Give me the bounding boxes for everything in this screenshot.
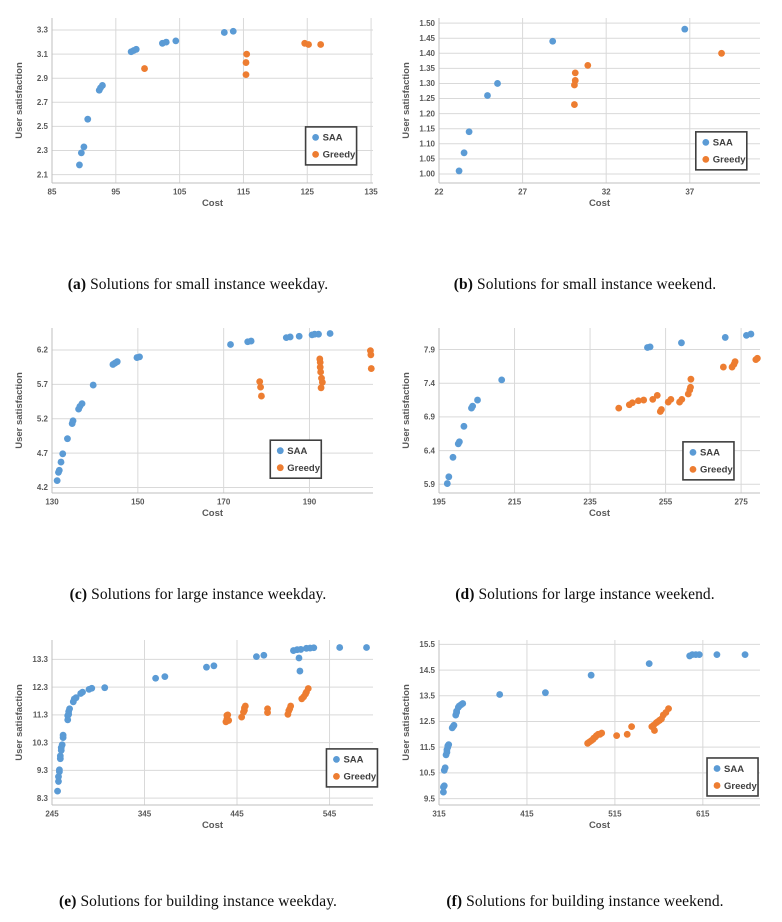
scatter-plot-large-weekend: [401, 320, 769, 526]
y-tick-label: 10.3: [32, 738, 48, 748]
y-tick-label: 1.25: [419, 94, 435, 104]
legend-label-greedy: Greedy: [322, 149, 356, 161]
chart-large-weekday: [14, 320, 382, 526]
y-axis-title: User satisfaction: [14, 372, 25, 449]
data-point-saa: [253, 653, 260, 660]
data-point-saa: [442, 764, 449, 771]
legend-marker-greedy: [333, 773, 340, 780]
legend-label-saa: SAA: [322, 132, 343, 144]
y-tick-label: 1.05: [419, 154, 435, 164]
data-point-greedy: [654, 392, 661, 399]
data-point-greedy: [264, 705, 271, 712]
data-point-saa: [297, 668, 304, 675]
series-greedy: [584, 705, 672, 746]
caption-label-f: (f): [446, 893, 463, 910]
data-point-greedy: [572, 69, 579, 76]
data-point-saa: [84, 116, 91, 123]
data-point-saa: [221, 29, 228, 36]
y-axis-title: User satisfaction: [14, 62, 25, 139]
data-point-saa: [722, 334, 729, 341]
legend: [270, 440, 321, 478]
data-point-saa: [456, 438, 463, 445]
legend: [696, 132, 747, 170]
data-point-saa: [494, 80, 501, 87]
data-point-saa: [227, 341, 234, 348]
legend: [306, 127, 357, 165]
chart-building-weekend: [401, 632, 769, 838]
data-point-saa: [336, 644, 343, 651]
x-tick-label: 115: [236, 187, 250, 197]
y-tick-label: 11.5: [419, 742, 435, 752]
chart-small-weekend: [401, 10, 769, 216]
data-point-greedy: [225, 717, 232, 724]
y-tick-label: 11.3: [32, 710, 48, 720]
x-tick-label: 215: [507, 497, 522, 507]
data-point-greedy: [754, 355, 761, 362]
series-greedy: [141, 40, 324, 78]
data-point-saa: [88, 685, 95, 692]
data-point-saa: [444, 480, 451, 487]
data-point-greedy: [624, 731, 631, 738]
legend-marker-saa: [690, 449, 697, 456]
data-point-saa: [79, 400, 86, 407]
y-axis-title: User satisfaction: [401, 684, 412, 761]
x-tick-label: 315: [432, 809, 446, 819]
data-point-saa: [70, 417, 77, 424]
y-tick-label: 1.30: [419, 79, 435, 89]
data-point-greedy: [367, 351, 374, 358]
data-point-saa: [466, 128, 473, 135]
chart-building-weekday: [14, 632, 382, 838]
gridlines: [52, 328, 373, 493]
y-tick-label: 1.00: [419, 169, 435, 179]
data-point-saa: [315, 331, 322, 338]
caption-building-weekday: [14, 893, 382, 911]
data-point-saa: [133, 46, 140, 53]
data-point-saa: [696, 651, 703, 658]
y-tick-label: 1.35: [419, 64, 435, 74]
data-point-saa: [327, 330, 334, 337]
series-saa: [76, 28, 237, 168]
legend-label-greedy: Greedy: [343, 771, 377, 783]
x-tick-label: 27: [518, 187, 528, 197]
x-axis-title: Cost: [201, 198, 224, 209]
series-greedy: [615, 355, 760, 415]
y-tick-label: 2.5: [36, 122, 48, 132]
chart-large-weekend: [401, 320, 769, 526]
data-point-saa: [296, 333, 303, 340]
data-point-greedy: [257, 384, 264, 391]
scatter-plot-large-weekday: [14, 320, 382, 526]
y-tick-label: 6.4: [423, 446, 435, 456]
legend-marker-saa: [702, 139, 709, 146]
data-point-greedy: [318, 384, 325, 391]
data-point-saa: [459, 700, 466, 707]
legend-label-greedy: Greedy: [724, 780, 757, 792]
y-tick-label: 12.3: [32, 682, 48, 692]
legend-label-greedy: Greedy: [699, 464, 733, 476]
scatter-plot-small-weekend: [401, 10, 769, 216]
legend-label-saa: SAA: [343, 754, 364, 766]
data-point-saa: [296, 655, 303, 662]
tick-labels: [37, 26, 378, 197]
x-tick-label: 615: [696, 809, 710, 819]
data-point-saa: [59, 741, 66, 748]
y-tick-label: 6.2: [36, 345, 48, 355]
y-tick-label: 12.5: [419, 717, 435, 727]
series-saa: [456, 26, 689, 175]
data-point-saa: [54, 477, 61, 484]
legend-label-saa: SAA: [712, 137, 733, 149]
scatter-plot-building-weekday: [14, 632, 382, 838]
legend-label-saa: SAA: [287, 446, 308, 457]
data-point-saa: [54, 788, 61, 795]
data-point-saa: [450, 454, 457, 461]
legend-marker-greedy: [277, 464, 284, 471]
data-point-saa: [445, 741, 452, 748]
x-tick-label: 105: [172, 187, 187, 197]
caption-text-b: Solutions for small instance weekend.: [473, 276, 717, 293]
y-tick-label: 5.9: [423, 479, 435, 489]
data-point-saa: [445, 473, 452, 480]
y-tick-label: 13.5: [419, 691, 435, 701]
tick-labels: [419, 640, 710, 818]
caption-text-d: Solutions for large instance weekend.: [474, 586, 715, 603]
data-point-greedy: [317, 41, 324, 48]
x-tick-label: 255: [658, 497, 673, 507]
legend-marker-greedy: [690, 466, 697, 473]
legend: [707, 758, 758, 796]
data-point-greedy: [687, 376, 694, 383]
x-tick-label: 37: [685, 187, 695, 197]
data-point-saa: [588, 672, 595, 679]
y-axis-title: User satisfaction: [14, 684, 25, 761]
x-tick-label: 345: [137, 809, 152, 819]
y-tick-label: 1.20: [419, 109, 435, 119]
data-point-saa: [81, 143, 88, 150]
data-point-greedy: [732, 358, 739, 365]
data-point-greedy: [243, 51, 250, 58]
data-point-saa: [210, 662, 217, 669]
x-axis-title: Cost: [588, 508, 611, 519]
legend-label-greedy: Greedy: [712, 154, 746, 166]
data-point-saa: [441, 782, 448, 789]
x-tick-label: 85: [47, 187, 57, 197]
legend-marker-saa: [714, 765, 721, 772]
data-point-saa: [287, 334, 294, 341]
x-tick-label: 125: [300, 187, 314, 197]
y-tick-label: 1.40: [419, 48, 435, 58]
data-point-saa: [59, 450, 66, 457]
y-tick-label: 2.3: [36, 146, 48, 156]
caption-text-c: Solutions for large instance weekday.: [87, 586, 327, 603]
y-tick-label: 2.1: [36, 170, 48, 180]
y-tick-label: 1.15: [419, 124, 435, 134]
series-saa: [440, 651, 748, 795]
legend: [683, 442, 734, 480]
data-point-saa: [90, 382, 97, 389]
caption-label-d: (d): [455, 586, 475, 603]
data-point-greedy: [243, 71, 250, 78]
series-greedy: [223, 685, 312, 725]
data-point-saa: [58, 459, 65, 466]
data-point-saa: [681, 26, 688, 33]
legend-label-greedy: Greedy: [287, 463, 321, 474]
data-point-greedy: [665, 705, 672, 712]
y-tick-label: 3.1: [36, 49, 48, 59]
x-tick-label: 235: [583, 497, 597, 507]
data-point-saa: [56, 467, 63, 474]
data-point-saa: [542, 689, 549, 696]
y-tick-label: 6.9: [423, 412, 435, 422]
x-tick-label: 545: [322, 809, 337, 819]
y-tick-label: 4.2: [36, 483, 48, 493]
data-point-saa: [163, 39, 170, 46]
y-tick-label: 7.4: [423, 378, 435, 388]
data-point-saa: [66, 705, 73, 712]
series-saa: [54, 644, 370, 794]
data-point-greedy: [687, 384, 694, 391]
data-point-saa: [310, 644, 317, 651]
legend: [326, 749, 377, 787]
caption-text-a: Solutions for small instance weekday.: [86, 276, 329, 293]
scatter-plot-building-weekend: [401, 632, 769, 838]
x-tick-label: 245: [45, 809, 59, 819]
data-point-saa: [136, 353, 143, 360]
data-point-saa: [99, 82, 106, 89]
y-tick-label: 3.3: [36, 25, 48, 35]
data-point-saa: [76, 162, 83, 169]
data-point-greedy: [242, 703, 249, 710]
data-point-saa: [646, 660, 653, 667]
data-point-greedy: [258, 393, 265, 400]
data-point-saa: [152, 675, 159, 682]
data-point-saa: [456, 168, 463, 175]
caption-small-weekday: [14, 276, 382, 294]
x-tick-label: 135: [364, 187, 378, 197]
data-point-saa: [60, 732, 67, 739]
y-tick-label: 2.9: [36, 73, 48, 83]
data-point-greedy: [640, 397, 647, 404]
x-tick-label: 190: [302, 497, 317, 507]
y-tick-label: 15.5: [419, 640, 435, 650]
data-point-saa: [461, 149, 468, 156]
y-tick-label: 1.10: [419, 139, 435, 149]
data-point-saa: [260, 652, 267, 659]
x-axis-title: Cost: [588, 820, 611, 831]
data-point-saa: [474, 397, 481, 404]
data-point-greedy: [584, 62, 591, 69]
tick-labels: [424, 345, 748, 506]
data-point-greedy: [305, 41, 312, 48]
x-tick-label: 445: [230, 809, 244, 819]
data-point-saa: [496, 691, 503, 698]
x-tick-label: 275: [734, 497, 748, 507]
data-point-saa: [451, 722, 458, 729]
y-tick-label: 13.3: [32, 655, 48, 665]
caption-label-e: (e): [58, 893, 77, 910]
caption-large-weekday: [14, 586, 382, 604]
data-point-saa: [78, 149, 85, 156]
x-tick-label: 515: [608, 809, 622, 819]
data-point-greedy: [571, 101, 578, 108]
legend-marker-saa: [277, 447, 284, 454]
data-point-saa: [469, 403, 476, 410]
data-point-greedy: [667, 396, 674, 403]
caption-small-weekend: [401, 276, 769, 294]
data-point-saa: [101, 684, 108, 691]
data-point-saa: [498, 376, 505, 383]
x-tick-label: 32: [601, 187, 611, 197]
caption-text-f: Solutions for building instance weekend.: [462, 893, 724, 910]
data-point-greedy: [678, 396, 685, 403]
x-tick-label: 170: [216, 497, 231, 507]
legend-label-saa: SAA: [724, 763, 745, 775]
y-tick-label: 10.5: [419, 768, 435, 778]
data-point-saa: [678, 339, 685, 346]
legend-marker-saa: [333, 756, 340, 763]
legend-label-saa: SAA: [699, 447, 721, 459]
x-tick-label: 130: [45, 497, 59, 507]
data-point-saa: [114, 358, 121, 365]
legend-marker-greedy: [714, 782, 721, 789]
tick-labels: [32, 655, 336, 818]
y-tick-label: 5.2: [36, 414, 48, 424]
y-axis-title: User satisfaction: [401, 62, 412, 139]
data-point-saa: [203, 664, 210, 671]
series-greedy: [571, 50, 725, 108]
legend-marker-greedy: [702, 156, 709, 163]
y-tick-label: 1.45: [419, 33, 435, 43]
data-point-saa: [461, 423, 468, 430]
y-tick-label: 5.7: [36, 380, 48, 390]
y-tick-label: 7.9: [423, 345, 435, 355]
data-point-saa: [484, 92, 491, 99]
data-point-greedy: [613, 732, 620, 739]
x-axis-title: Cost: [201, 820, 224, 831]
caption-label-b: (b): [453, 276, 474, 293]
y-tick-label: 1.50: [419, 18, 435, 28]
y-tick-label: 9.5: [423, 794, 435, 804]
data-point-greedy: [368, 365, 375, 372]
axes: [52, 328, 373, 493]
x-tick-label: 150: [131, 497, 145, 507]
data-point-saa: [647, 343, 654, 350]
caption-building-weekend: [401, 893, 769, 911]
caption-text-e: Solutions for building instance weekday.: [76, 893, 338, 910]
x-tick-label: 195: [432, 497, 446, 507]
y-tick-label: 8.3: [36, 793, 48, 803]
x-axis-title: Cost: [201, 508, 224, 519]
x-axis-title: Cost: [588, 198, 611, 209]
y-tick-label: 2.7: [36, 98, 48, 108]
data-point-greedy: [572, 77, 579, 84]
data-point-greedy: [720, 364, 727, 371]
data-point-saa: [56, 766, 63, 773]
data-point-greedy: [287, 703, 294, 710]
data-point-saa: [742, 651, 749, 658]
caption-label-a: (a): [67, 276, 87, 293]
data-point-saa: [248, 338, 255, 345]
data-point-greedy: [598, 730, 605, 737]
data-point-saa: [230, 28, 237, 35]
data-point-saa: [172, 37, 179, 44]
data-point-greedy: [243, 59, 250, 66]
data-point-saa: [363, 644, 370, 651]
data-point-saa: [79, 689, 86, 696]
x-tick-label: 95: [111, 187, 121, 197]
x-tick-label: 22: [434, 187, 444, 197]
data-point-greedy: [718, 50, 725, 57]
data-point-saa: [64, 435, 71, 442]
data-point-greedy: [317, 369, 324, 376]
data-point-greedy: [629, 399, 636, 406]
y-tick-label: 4.7: [36, 448, 48, 458]
data-point-greedy: [141, 65, 148, 72]
data-point-greedy: [615, 405, 622, 412]
caption-large-weekend: [401, 586, 769, 604]
data-point-greedy: [305, 685, 312, 692]
data-point-saa: [161, 673, 168, 680]
data-point-saa: [549, 38, 556, 45]
data-point-greedy: [628, 723, 635, 730]
series-greedy: [256, 347, 374, 399]
caption-label-c: (c): [69, 586, 88, 603]
data-point-greedy: [651, 727, 658, 734]
y-tick-label: 9.3: [36, 766, 48, 776]
y-axis-title: User satisfaction: [401, 372, 412, 449]
data-point-saa: [714, 651, 721, 658]
y-tick-label: 14.5: [419, 665, 435, 675]
chart-small-weekday: [14, 10, 382, 216]
scatter-plot-small-weekday: [14, 10, 382, 216]
x-tick-label: 415: [520, 809, 534, 819]
legend-marker-greedy: [312, 151, 319, 158]
data-point-saa: [748, 331, 755, 338]
data-point-greedy: [658, 406, 665, 413]
legend-marker-saa: [312, 134, 319, 141]
tick-labels: [37, 346, 317, 507]
